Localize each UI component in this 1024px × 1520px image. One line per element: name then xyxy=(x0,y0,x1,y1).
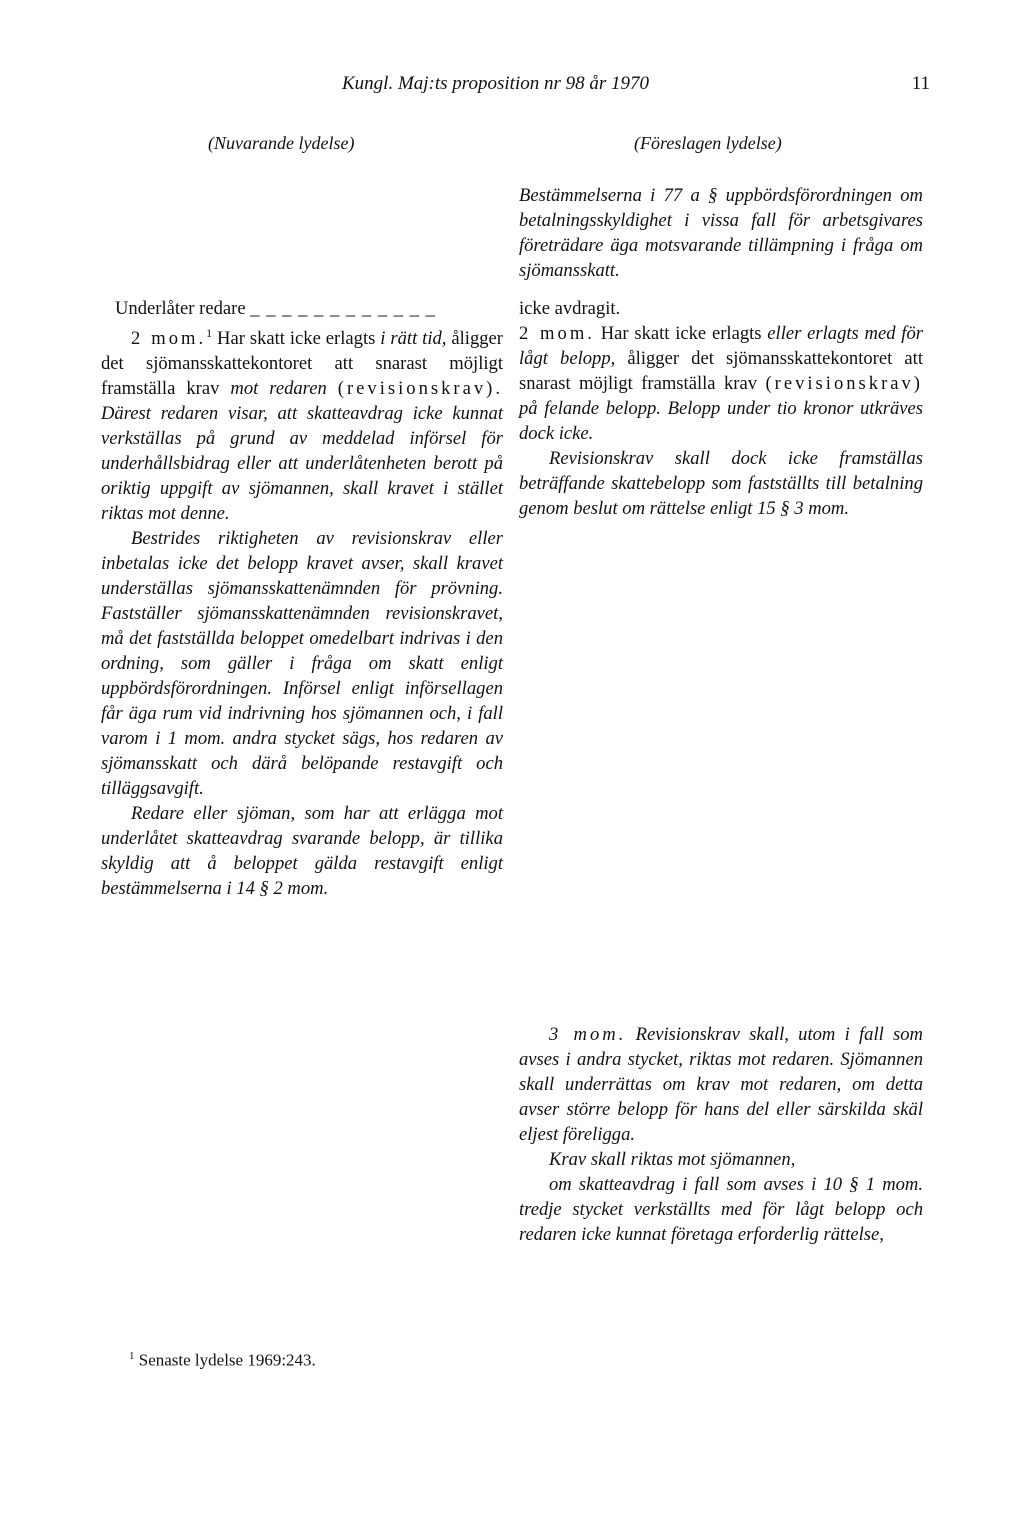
right-intro-block xyxy=(519,183,923,283)
right-mom2-paragraph xyxy=(519,321,923,446)
left-opening-line xyxy=(101,296,503,321)
right-mom2-label: 2 mom. xyxy=(519,323,595,344)
left-mom2-italic1: i rätt tid, xyxy=(380,328,447,350)
left-mom2-italic2: mot redaren xyxy=(230,378,327,400)
right-mom2-italic2: på felande belopp. Belopp under tio kronor utkräves dock icke. xyxy=(519,398,923,444)
left-footnote-marker: 1 xyxy=(206,326,213,340)
right-revisionskrav: (revisionskrav) xyxy=(765,373,923,394)
footnote-marker: 1 xyxy=(129,1350,135,1362)
left-column-heading: (Nuvarande lydelse) xyxy=(208,133,355,153)
page-number: 11 xyxy=(911,73,930,94)
header-title: Kungl. Maj:ts proposition nr 98 år 1970 xyxy=(342,73,650,94)
right-opening-line: icke avdragit. xyxy=(519,298,621,319)
left-paragraph-3: Redare eller sjöman, som har att erlägga mot underlåtet skatteavdrag svarande belopp, är tillika skyldig att å beloppet gälda restavgift enligt bestämmelserna i 14 § 2 mom. xyxy=(101,803,503,900)
right-mom3-paragraph xyxy=(519,1022,923,1147)
right-mom3-label: 3 mom. xyxy=(549,1024,627,1045)
footnote xyxy=(129,1350,316,1371)
left-column-text xyxy=(101,296,503,901)
left-revisionskrav: (revisionskrav). xyxy=(337,378,503,400)
right-mom2-italic1: eller erlagts med för lågt belopp, xyxy=(519,323,923,369)
right-paragraph-5: om skatteavdrag i fall som avses i 10 § 1 mom. tredje stycket verkställts med för lågt belopp och redaren icke kunnat företaga erforderlig rättelse, xyxy=(519,1174,923,1245)
right-lower-block xyxy=(519,1022,923,1247)
right-mom2-text-middle: åligger det sjömansskattekontoret att snarast möjligt framställa krav xyxy=(519,348,923,394)
right-column-heading: (Föreslagen lydelse) xyxy=(634,133,782,153)
right-mom2-text-start: Har skatt icke erlagts xyxy=(594,323,768,344)
footnote-text: Senaste lydelse 1969:243. xyxy=(134,1350,316,1370)
left-mom2-label: 2 mom. xyxy=(131,328,207,350)
page-header xyxy=(342,73,930,95)
right-intro-paragraph: Bestämmelserna i 77 a § uppbördsförordningen om betalningsskyldighet i vissa fall för arbetsgivares företrädare äga motsvarande tillämpning i fråga om sjömansskatt. xyxy=(519,185,923,281)
right-mom3-text: Revisionskrav skall, utom i fall som avses i andra stycket, riktas mot redaren. Sjömannen skall underrättas om krav mot redaren, om detta avser större belopp för hans del eller särskilda skäl eljest föreligga. xyxy=(519,1024,923,1145)
left-paragraph-2: Bestrides riktigheten av revisionskrav eller inbetalas icke det belopp kravet avser, skall kravet underställas sjömansskattenämnden för prövning. Fastställer sjömansskattenämnden revisionskravet, må det fastställda beloppet omedelbart indrivas i den ordning, som gäller i fråga om skatt enligt uppbördsförordningen. Införsel enligt införsellagen får äga rum vid indrivning hos sjömannen och, i fall varom i 1 mom. andra stycket sägs, hos redaren av sjömansskatt och därå belöpande restavgift och tilläggsavgift. xyxy=(101,528,503,800)
left-mom2-text-middle: åligger det sjömansskattekontoret att snarast möjligt framställa krav xyxy=(101,328,504,400)
left-mom2-paragraph xyxy=(101,321,503,526)
left-line1: Underlåter redare xyxy=(115,298,246,319)
right-paragraph-4: Krav skall riktas mot sjömannen, xyxy=(549,1149,796,1170)
right-paragraph-2: Revisionskrav skall dock icke framställas beträffande skattebelopp som fastställts till betalning genom beslut om rättelse enligt 15 § 3 mom. xyxy=(519,448,923,519)
right-column-text xyxy=(519,296,923,521)
left-line1-dashes: _ _ _ _ _ _ _ _ _ _ _ _ xyxy=(250,298,436,319)
left-mom2-italic3: Därest redaren visar, att skatteavdrag icke kunnat verkställas på grund av meddelad införsel för underhållsbidrag eller att underlåtenheten berott på oriktig uppgift av sjömannen, skall kravet i stället riktas mot denne. xyxy=(101,403,503,525)
left-mom2-text-start: Har skatt icke erlagts xyxy=(212,328,381,350)
